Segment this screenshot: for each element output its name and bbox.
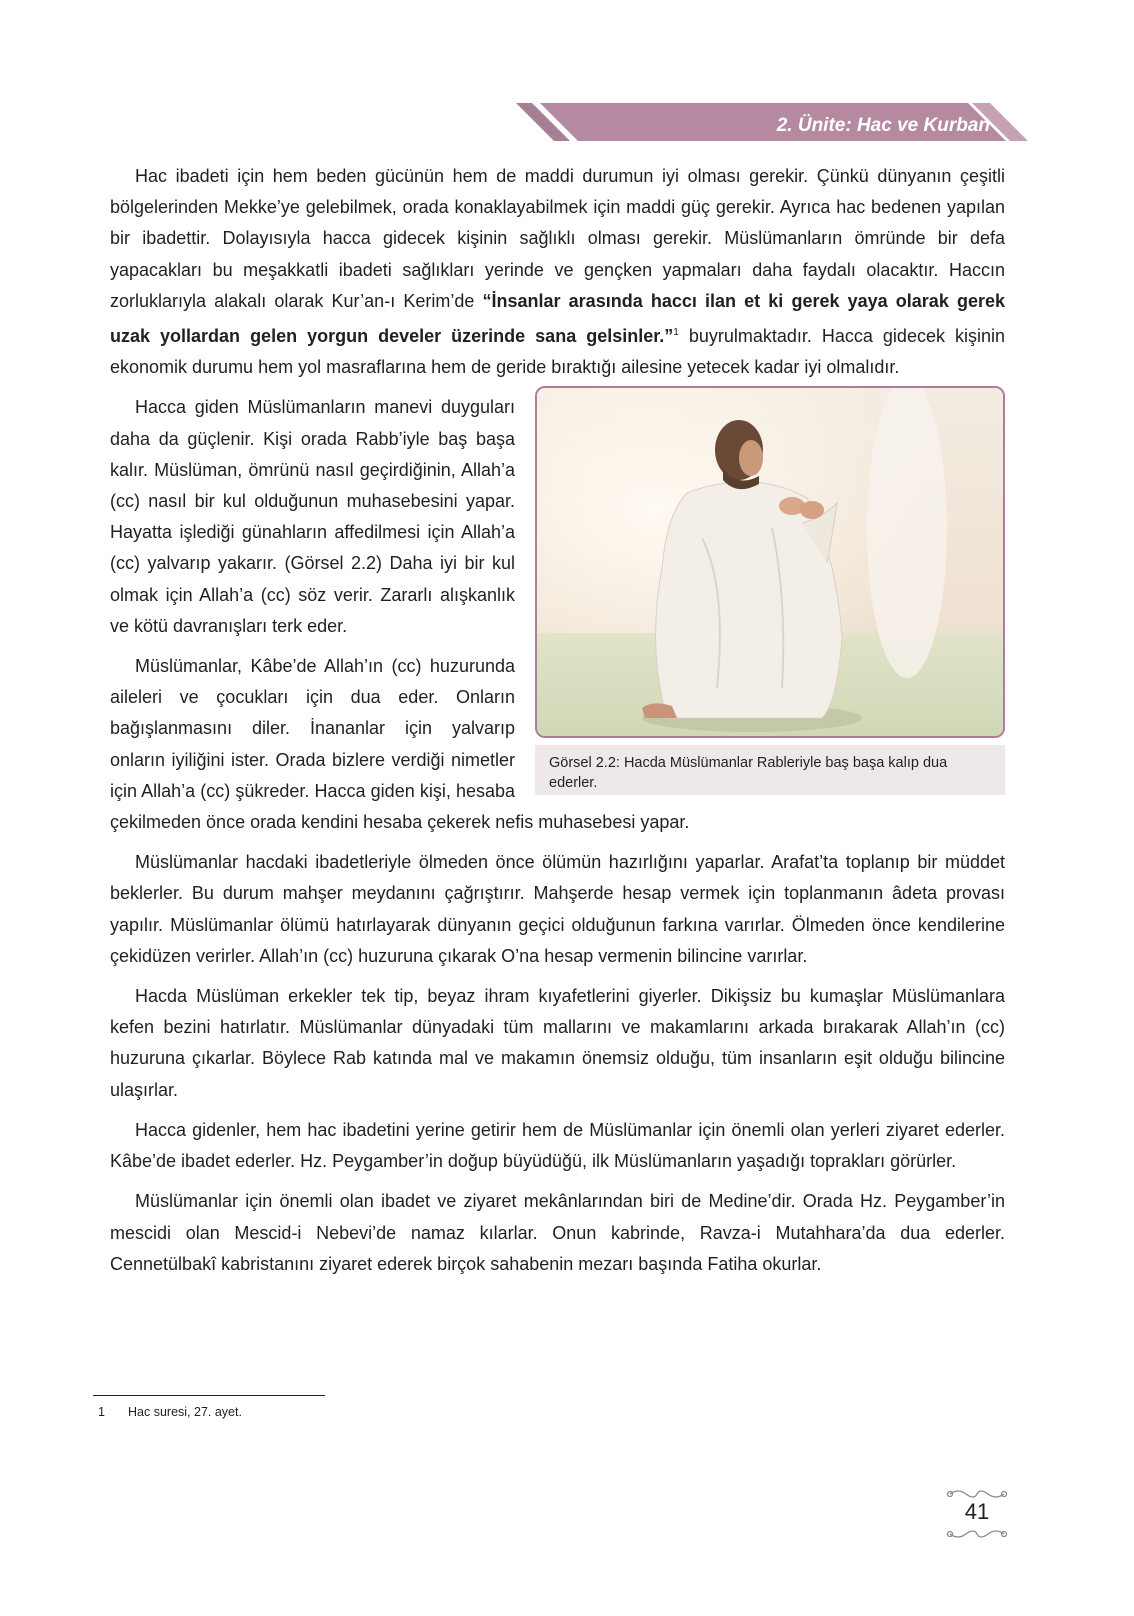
page-body xyxy=(110,161,1005,1280)
paragraph-1-text-after: buyrulmaktadır. Hacca gidecek kişinin ekonomik durumu hem yol masraflarına hem de geride bıraktığı ailesine yetecek kadar iyi olmalıdır. xyxy=(110,326,1005,378)
paragraph-1-text-before: Hac ibadeti için hem beden gücünün hem de maddi durumun iyi olması gerekir. Çünkü dünyanın çeşitli bölgelerinden Mekke’ye gelebilmek, orada konaklayabilmek için maddi güç gerekir. Ayrıca hac bedenen yapılan bir ibadettir. Dolayısıyla hacca gidecek kişinin sağlıklı olması gerekir. Müslümanların ömründe bir defa yapacakları bu meşakkatli ibadeti sağlıkları yerinde ve gençken yapmaları daha faydalı olacaktır. Haccın zorluklarıyla alakalı olarak Kur’an-ı Kerim’de xyxy=(110,166,1005,311)
paragraph-7: Müslümanlar için önemli olan ibadet ve ziyaret mekânlarından biri de Medine’dir. Orada Hz. Peygamber’in mescidi olan Mescid-i Nebevi’de namaz kılarlar. Onun kabrinde, Ravza-i Mutahhara’da dua ederler. Cennetülbakî kabristanını ziyaret ederek birçok sahabenin mezarı başında Fatiha okurlar. xyxy=(110,1191,1005,1274)
footnote-text: Hac suresi, 27. ayet. xyxy=(128,1405,242,1419)
paragraph-6: Hacca gidenler, hem hac ibadetini yerine getirir hem de Müslümanlar için önemli olan yerleri ziyaret ederler. Kâbe’de ibadet ederler. Hz. Peygamber’in doğup büyüdüğü, ilk Müslümanların yaşadığı toprakları görürler. xyxy=(110,1119,1005,1172)
paragraph-4: Müslümanlar hacdaki ibadetleriyle ölmeden önce ölümün hazırlığını yaparlar. Arafat’ta toplanıp bir müddet beklerler. Bu durum mahşer meydanını çağrıştırır. Mahşerde hesap vermek için toplanmanın âdeta provası yapılır. Müslümanlar ölümü hatırlayarak dünyanın geçici olduğunun farkına varırlar. Ölmeden önce kendilerine çekidüzen verirler. Allah’ın (cc) huzuruna çıkarak O’na hesap vermenin bilincine varırlar. xyxy=(110,852,1005,966)
footnote-divider xyxy=(93,1395,325,1396)
page-number-ornament xyxy=(940,1486,1014,1542)
quran-quote: “İnsanlar arasında haccı ilan et ki gerek yaya olarak gerek uzak yollardan gelen yorgun develer üzerinde sana gelsinler.” xyxy=(110,290,1005,347)
figure-2-2 xyxy=(535,386,1005,795)
paragraph-1 xyxy=(110,161,1005,383)
paragraph-5: Hacda Müslüman erkekler tek tip, beyaz ihram kıyafetlerini giyerler. Dikişsiz bu kumaşlar Müslümanlara kefen bezini hatırlatır. Müslümanlar dünyadaki tüm mallarını ve makamlarını arkada bırakarak Allah’ın (cc) huzuruna çıkarlar. Böylece Rab katında mal ve makamın önemsiz olduğu, tüm insanların eşit olduğu bilincine ulaşırlar. xyxy=(110,986,1005,1100)
pilgrim-illustration xyxy=(537,388,1003,736)
paragraph-2: Hacca giden Müslümanların manevi duyguları daha da güçlenir. Kişi orada Rabb’iyle baş başa kalır. Müslüman, ömrünü nasıl geçirdiğinin, Allah’a (cc) nasıl bir kul olduğunun muhasebesini yapar. Hayatta işlediği günahların affedilmesi için Allah’a (cc) yalvarıp yakarır. (Görsel 2.2) Daha iyi bir kul olmak için Allah’a (cc) söz verir. Zararlı alışkanlık ve kötü davranışları terk eder. xyxy=(110,397,515,636)
figure-caption: Görsel 2.2: Hacda Müslümanlar Rableriyle baş başa kalıp dua ederler. xyxy=(535,745,1005,795)
footnote-number: 1 xyxy=(98,1405,105,1419)
unit-header-banner xyxy=(0,0,1134,150)
unit-title: 2. Ünite: Hac ve Kurban xyxy=(776,115,990,136)
page-number: 41 xyxy=(964,1499,990,1524)
footnote-ref-1[interactable]: 1 xyxy=(673,327,679,339)
footnote xyxy=(98,1405,242,1419)
photo-praying-pilgrim xyxy=(535,386,1005,738)
paragraph-3: Müslümanlar, Kâbe’de Allah’ın (cc) huzurunda aileleri ve çocukları için dua eder. Onların bağışlanmasını diler. İnananlar için yalvarıp onların iyiliğini ister. Orada bizlere verdiği nimetler için Allah’a (cc) şükreder. Hacca giden kişi, hesaba çekilmeden önce orada kendini hesaba çekerek nefis muhasebesi yapar. xyxy=(110,656,690,833)
